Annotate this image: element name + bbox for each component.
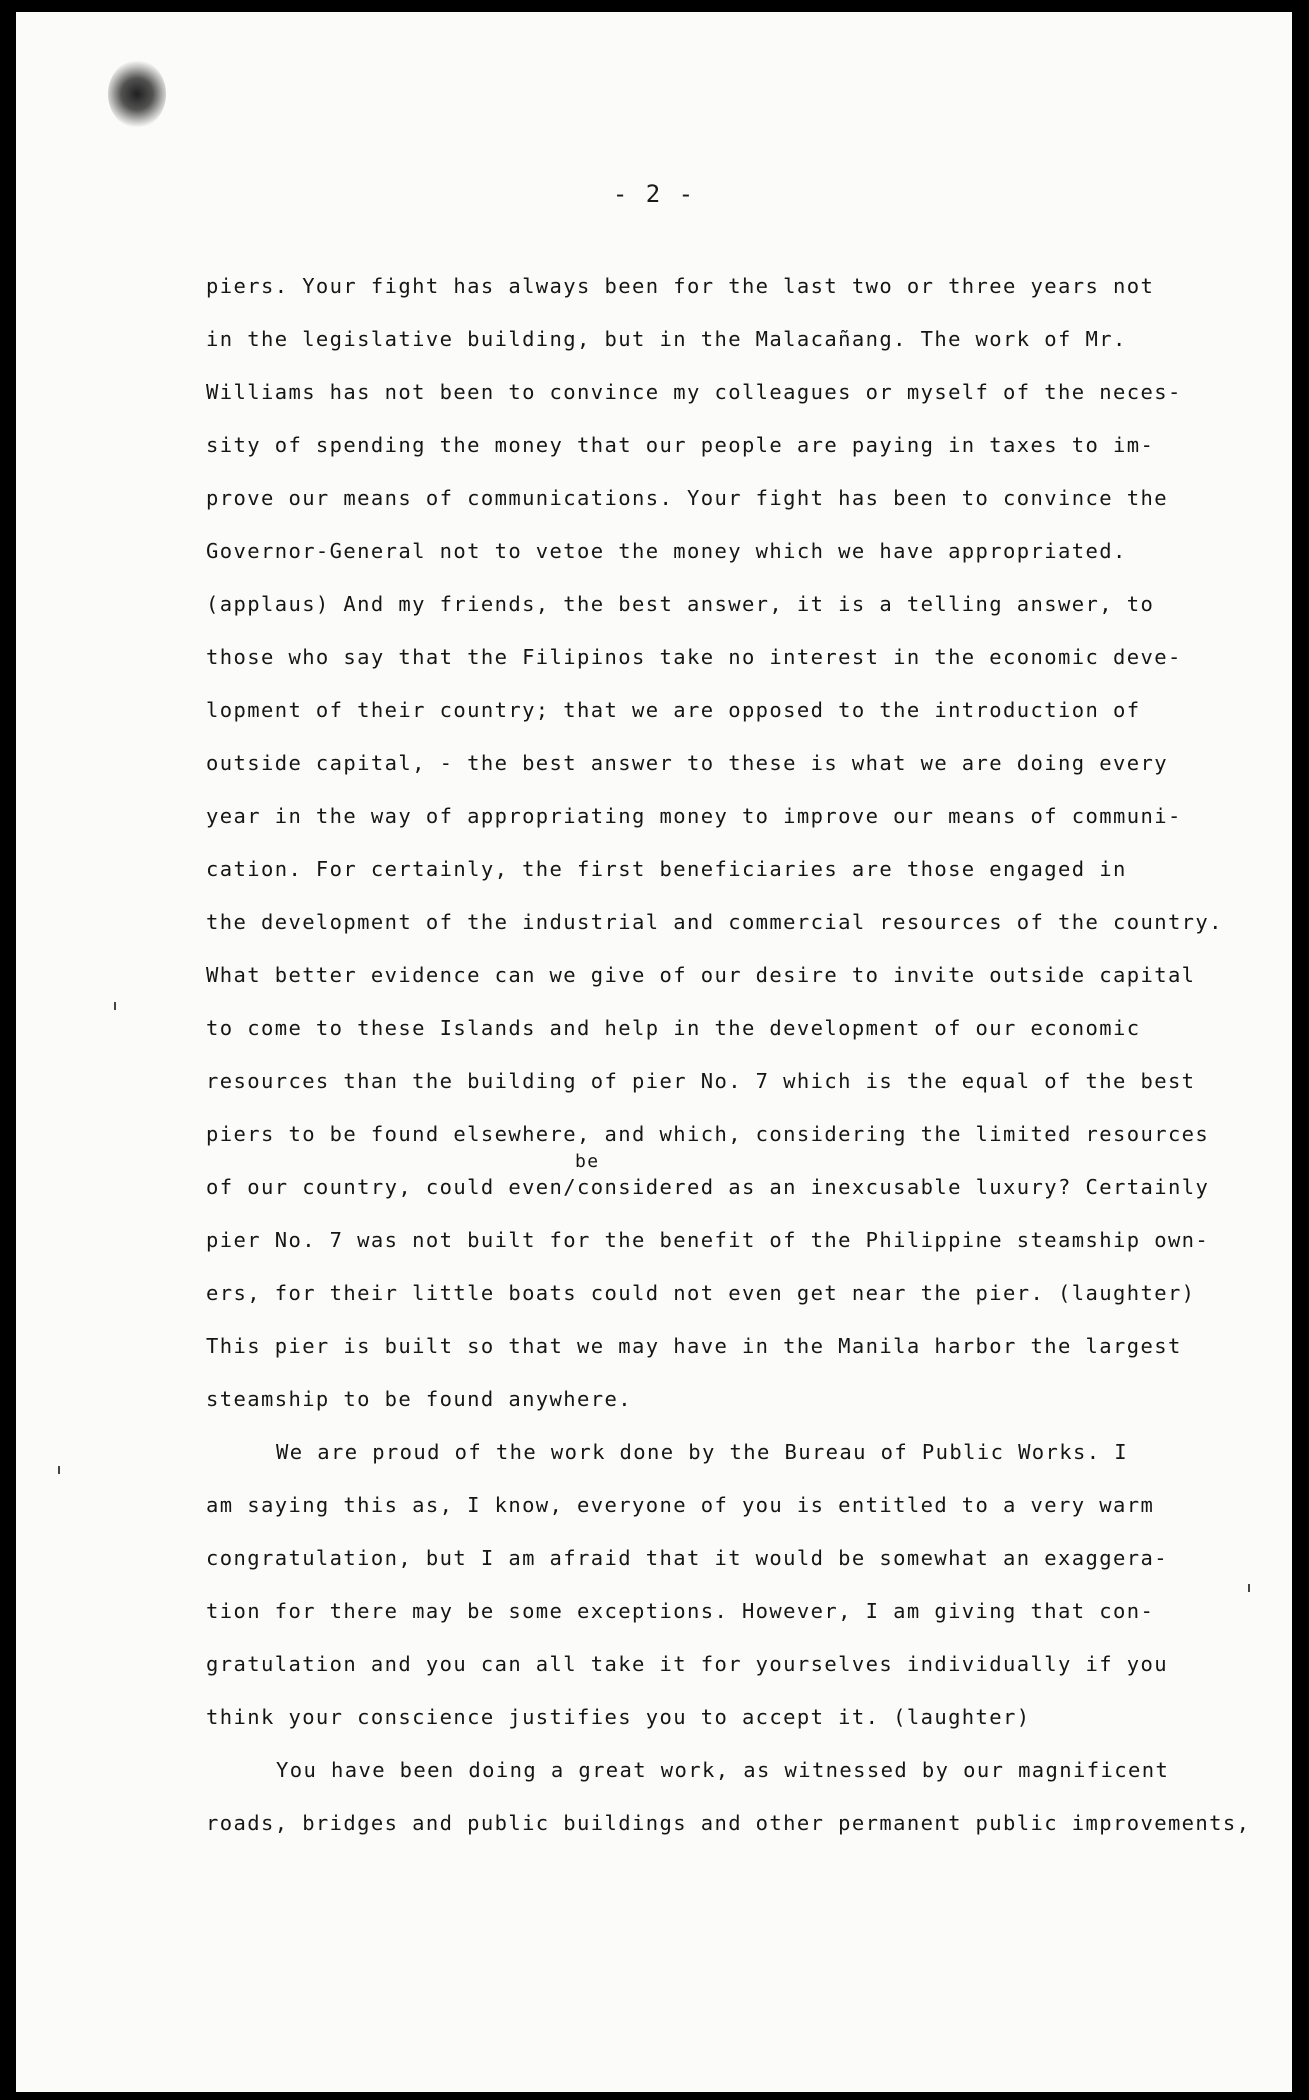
ink-smudge bbox=[108, 60, 166, 128]
text-line: think your conscience justifies you to accept it. (laughter) bbox=[206, 1705, 1031, 1729]
text-line: steamship to be found anywhere. bbox=[206, 1387, 633, 1411]
stray-mark bbox=[58, 1466, 60, 1474]
text-line: Williams has not been to convince my colleagues or myself of the neces- bbox=[206, 380, 1182, 404]
text-line: tion for there may be some exceptions. However, I am giving that con- bbox=[206, 1599, 1155, 1623]
text-line-with-insertion bbox=[206, 1151, 1226, 1214]
paragraph-start-line: You have been doing a great work, as witnessed by our magnificent bbox=[276, 1758, 1170, 1782]
text-line: Governor-General not to vetoe the money which we have appropriated. bbox=[206, 539, 1127, 563]
text-line: What better evidence can we give of our desire to invite outside capital bbox=[206, 963, 1196, 987]
text-line: resources than the building of pier No. 7 which is the equal of the best bbox=[206, 1069, 1196, 1093]
stray-mark bbox=[114, 1002, 116, 1010]
page-number: - 2 - bbox=[612, 180, 696, 208]
text-line: lopment of their country; that we are opposed to the introduction of bbox=[206, 698, 1141, 722]
text-line: roads, bridges and public buildings and other permanent public improvements, bbox=[206, 1811, 1251, 1835]
text-line: piers. Your fight has always been for the last two or three years not bbox=[206, 274, 1155, 298]
text-line: sity of spending the money that our people are paying in taxes to im- bbox=[206, 433, 1155, 457]
paragraph-start-line: We are proud of the work done by the Bureau of Public Works. I bbox=[276, 1440, 1129, 1464]
body-text bbox=[206, 260, 1251, 1850]
text-line: in the legislative building, but in the Malacañang. The work of Mr. bbox=[206, 327, 1127, 351]
text-line: pier No. 7 was not built for the benefit of the Philippine steamship own- bbox=[206, 1228, 1210, 1252]
document-page bbox=[16, 12, 1292, 2092]
text-line: the development of the industrial and commercial resources of the country. bbox=[206, 910, 1223, 934]
text-line: ers, for their little boats could not even get near the pier. (laughter) bbox=[206, 1281, 1196, 1305]
text-line: prove our means of communications. Your fight has been to convince the bbox=[206, 486, 1168, 510]
text-line: outside capital, - the best answer to these is what we are doing every bbox=[206, 751, 1168, 775]
stray-mark bbox=[1248, 1584, 1250, 1592]
text-line: congratulation, but I am afraid that it would be somewhat an exaggera- bbox=[206, 1546, 1168, 1570]
text-line: to come to these Islands and help in the development of our economic bbox=[206, 1016, 1141, 1040]
text-line: those who say that the Filipinos take no interest in the economic deve- bbox=[206, 645, 1182, 669]
text-line: This pier is built so that we may have in the Manila harbor the largest bbox=[206, 1334, 1182, 1358]
text-line: (applaus) And my friends, the best answer, it is a telling answer, to bbox=[206, 592, 1155, 616]
text-line: gratulation and you can all take it for yourselves individually if you bbox=[206, 1652, 1168, 1676]
handwritten-insertion: be bbox=[575, 1151, 600, 1172]
text-after-insertion: considered as an inexcusable luxury? Certainly bbox=[577, 1175, 1210, 1199]
text-line: am saying this as, I know, everyone of you is entitled to a very warm bbox=[206, 1493, 1155, 1517]
text-line: cation. For certainly, the first beneficiaries are those engaged in bbox=[206, 857, 1127, 881]
text-before-insertion: of our country, could even/ bbox=[206, 1175, 578, 1199]
text-line: year in the way of appropriating money to improve our means of communi- bbox=[206, 804, 1182, 828]
text-line: piers to be found elsewhere, and which, considering the limited resources bbox=[206, 1122, 1210, 1146]
